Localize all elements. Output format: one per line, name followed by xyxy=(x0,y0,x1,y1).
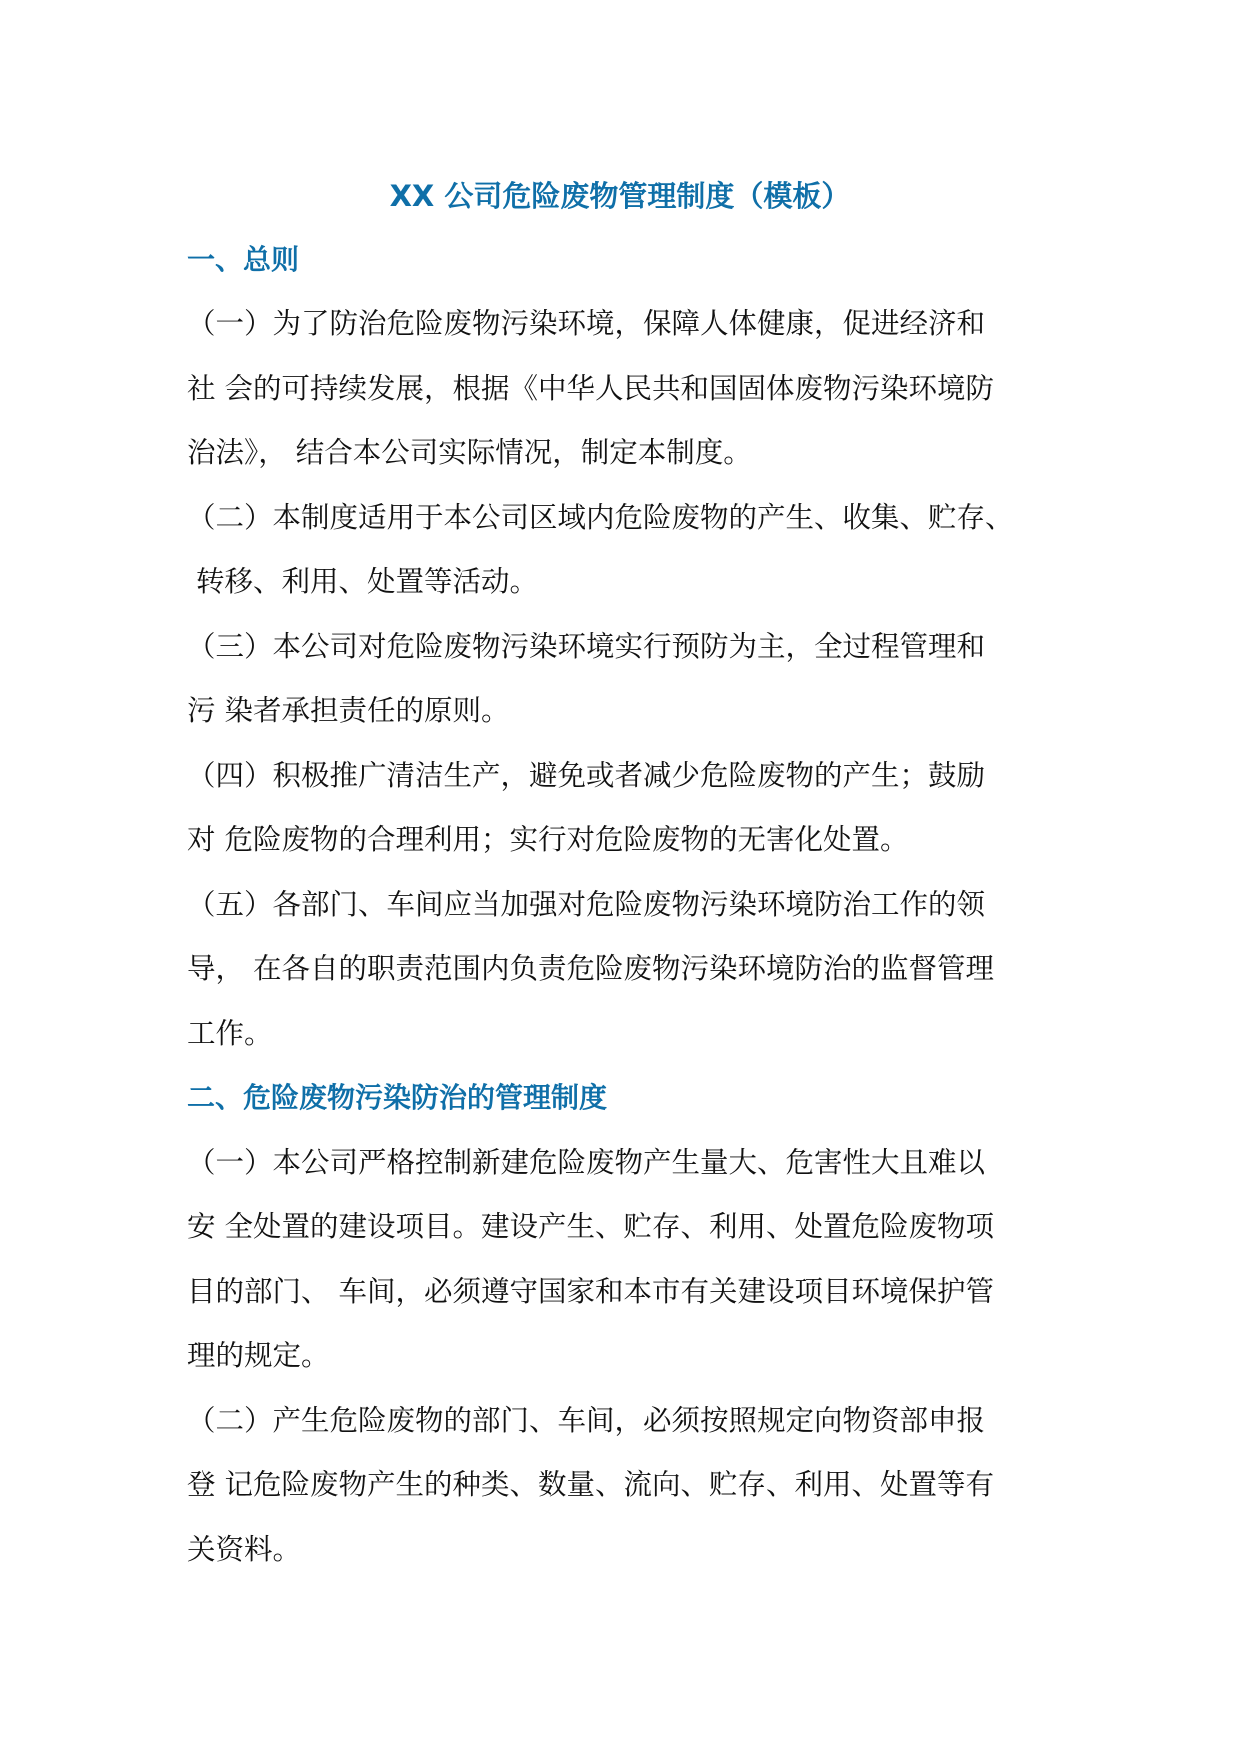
paragraph-line: （二）本制度适用于本公司区域内危险废物的产生、收集、贮存、 xyxy=(187,501,1014,534)
paragraph-line: （二）产生危险废物的部门、车间，必须按照规定向物资部申报 xyxy=(187,1404,986,1437)
section-heading-general: 一、总则 xyxy=(187,243,300,276)
paragraph-line: 关资料。 xyxy=(187,1533,302,1566)
paragraph-line: 转移、利用、处置等活动。 xyxy=(187,565,539,598)
paragraph-line: （五）各部门、车间应当加强对危险废物污染环境防治工作的领 xyxy=(187,888,986,921)
paragraph-line: （一）为了防治危险废物污染环境，保障人体健康，促进经济和 xyxy=(187,307,986,340)
paragraph-line: （四）积极推广清洁生产，避免或者减少危险废物的产生；鼓励 xyxy=(187,759,986,792)
paragraph-line: 目的部门、 车间，必须遵守国家和本市有关建设项目环境保护管 xyxy=(187,1275,995,1308)
paragraph-line: 污 染者承担责任的原则。 xyxy=(187,694,510,727)
paragraph-line: 工作。 xyxy=(187,1017,273,1050)
paragraph-line: 理的规定。 xyxy=(187,1339,330,1372)
paragraph-line: 登 记危险废物产生的种类、数量、流向、贮存、利用、处置等有 xyxy=(187,1468,995,1501)
section-heading-pollution-control: 二、危险废物污染防治的管理制度 xyxy=(187,1081,608,1114)
paragraph-line: 对 危险废物的合理利用；实行对危险废物的无害化处置。 xyxy=(187,823,909,856)
paragraph-line: （三）本公司对危险废物污染环境实行预防为主，全过程管理和 xyxy=(187,630,986,663)
document-title: XX 公司危险废物管理制度（模板） xyxy=(389,179,851,213)
paragraph-line: 社 会的可持续发展，根据《中华人民共和国固体废物污染环境防 xyxy=(187,372,995,405)
paragraph-line: 导， 在各自的职责范围内负责危险废物污染环境防治的监督管理 xyxy=(187,952,995,985)
paragraph-line: （一）本公司严格控制新建危险废物产生量大、危害性大且难以 xyxy=(187,1146,986,1179)
paragraph-line: 安 全处置的建设项目。建设产生、贮存、利用、处置危险废物项 xyxy=(187,1210,995,1243)
paragraph-line: 治法》， 结合本公司实际情况，制定本制度。 xyxy=(187,436,752,469)
